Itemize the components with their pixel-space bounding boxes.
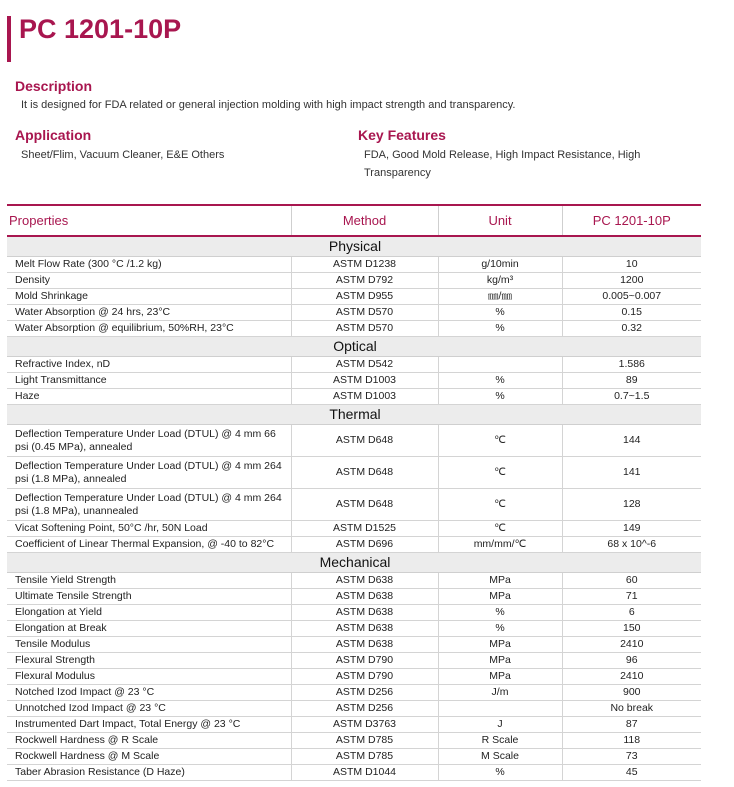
table-row bbox=[7, 305, 701, 321]
unit-cell: MPa bbox=[438, 573, 562, 589]
table-row bbox=[7, 257, 701, 273]
table-row bbox=[7, 537, 701, 553]
property-cell: Deflection Temperature Under Load (DTUL) @ 4 mm 264 psi (1.8 MPa), unannealed bbox=[7, 489, 291, 521]
method-cell: ASTM D1044 bbox=[291, 765, 438, 781]
unit-cell: M Scale bbox=[438, 749, 562, 765]
property-cell: Notched Izod Impact @ 23 °C bbox=[7, 685, 291, 701]
value-cell: 87 bbox=[562, 717, 701, 733]
table-row bbox=[7, 373, 701, 389]
table-row bbox=[7, 425, 701, 457]
property-cell: Elongation at Yield bbox=[7, 605, 291, 621]
property-cell: Tensile Yield Strength bbox=[7, 573, 291, 589]
value-cell: 1.586 bbox=[562, 357, 701, 373]
property-cell: Melt Flow Rate (300 °C /1.2 kg) bbox=[7, 257, 291, 273]
value-cell: 73 bbox=[562, 749, 701, 765]
table-row bbox=[7, 289, 701, 305]
unit-cell: J/m bbox=[438, 685, 562, 701]
method-cell: ASTM D792 bbox=[291, 273, 438, 289]
value-cell: 149 bbox=[562, 521, 701, 537]
unit-cell: ℃ bbox=[438, 425, 562, 457]
property-cell: Light Transmittance bbox=[7, 373, 291, 389]
method-cell: ASTM D256 bbox=[291, 701, 438, 717]
unit-cell: % bbox=[438, 621, 562, 637]
value-cell: 2410 bbox=[562, 637, 701, 653]
property-cell: Deflection Temperature Under Load (DTUL) @ 4 mm 264 psi (1.8 MPa), annealed bbox=[7, 457, 291, 489]
method-cell: ASTM D648 bbox=[291, 489, 438, 521]
method-cell: ASTM D638 bbox=[291, 573, 438, 589]
unit-cell: MPa bbox=[438, 653, 562, 669]
table-row bbox=[7, 573, 701, 589]
property-cell: Tensile Modulus bbox=[7, 637, 291, 653]
unit-cell: J bbox=[438, 717, 562, 733]
value-cell: 0.7~1.5 bbox=[562, 389, 701, 405]
unit-cell bbox=[438, 701, 562, 717]
unit-cell: MPa bbox=[438, 637, 562, 653]
method-cell: ASTM D790 bbox=[291, 653, 438, 669]
value-cell: 118 bbox=[562, 733, 701, 749]
table-row bbox=[7, 273, 701, 289]
method-cell: ASTM D790 bbox=[291, 669, 438, 685]
value-cell: 1200 bbox=[562, 273, 701, 289]
table-row bbox=[7, 589, 701, 605]
table-row bbox=[7, 749, 701, 765]
unit-cell: % bbox=[438, 373, 562, 389]
property-cell: Rockwell Hardness @ M Scale bbox=[7, 749, 291, 765]
group-label: Physical bbox=[7, 236, 701, 257]
table-row bbox=[7, 521, 701, 537]
method-cell: ASTM D955 bbox=[291, 289, 438, 305]
value-cell: 68 x 10^-6 bbox=[562, 537, 701, 553]
method-cell: ASTM D696 bbox=[291, 537, 438, 553]
table-row bbox=[7, 717, 701, 733]
group-label: Optical bbox=[7, 337, 701, 357]
property-cell: Taber Abrasion Resistance (D Haze) bbox=[7, 765, 291, 781]
table-row bbox=[7, 457, 701, 489]
value-cell: 6 bbox=[562, 605, 701, 621]
property-cell: Coefficient of Linear Thermal Expansion, @ -40 to 82°C bbox=[7, 537, 291, 553]
value-cell: 144 bbox=[562, 425, 701, 457]
unit-cell: ㎜/㎜ bbox=[438, 289, 562, 305]
value-cell: 2410 bbox=[562, 669, 701, 685]
property-cell: Elongation at Break bbox=[7, 621, 291, 637]
table-row bbox=[7, 389, 701, 405]
unit-cell: kg/m³ bbox=[438, 273, 562, 289]
property-cell: Water Absorption @ 24 hrs, 23°C bbox=[7, 305, 291, 321]
property-cell: Unnotched Izod Impact @ 23 °C bbox=[7, 701, 291, 717]
method-cell: ASTM D570 bbox=[291, 321, 438, 337]
header-unit: Unit bbox=[438, 205, 562, 236]
method-cell: ASTM D648 bbox=[291, 425, 438, 457]
properties-table-container bbox=[7, 204, 701, 781]
method-cell: ASTM D785 bbox=[291, 733, 438, 749]
method-cell: ASTM D638 bbox=[291, 605, 438, 621]
unit-cell: MPa bbox=[438, 669, 562, 685]
description-heading: Description bbox=[15, 78, 93, 94]
unit-cell bbox=[438, 357, 562, 373]
method-cell: ASTM D1003 bbox=[291, 389, 438, 405]
page-title: PC 1201-10P bbox=[19, 14, 182, 44]
unit-cell: % bbox=[438, 605, 562, 621]
application-heading: Application bbox=[15, 127, 92, 143]
table-row bbox=[7, 669, 701, 685]
value-cell: 0.005~0.007 bbox=[562, 289, 701, 305]
value-cell: 0.15 bbox=[562, 305, 701, 321]
application-text: Sheet/Flim, Vacuum Cleaner, E&E Others bbox=[21, 149, 225, 161]
group-row-physical bbox=[7, 236, 701, 257]
property-cell: Refractive Index, nD bbox=[7, 357, 291, 373]
table-row bbox=[7, 701, 701, 717]
table-header-row bbox=[7, 205, 701, 236]
property-cell: Flexural Strength bbox=[7, 653, 291, 669]
group-row-optical bbox=[7, 337, 701, 357]
value-cell: 10 bbox=[562, 257, 701, 273]
method-cell: ASTM D542 bbox=[291, 357, 438, 373]
header-method: Method bbox=[291, 205, 438, 236]
table-row bbox=[7, 321, 701, 337]
unit-cell: ℃ bbox=[438, 521, 562, 537]
key-features-text: FDA, Good Mold Release, High Impact Resistance, High Transparency bbox=[364, 149, 641, 179]
table-row bbox=[7, 621, 701, 637]
property-cell: Deflection Temperature Under Load (DTUL) @ 4 mm 66 psi (0.45 MPa), annealed bbox=[7, 425, 291, 457]
unit-cell: ℃ bbox=[438, 457, 562, 489]
method-cell: ASTM D1003 bbox=[291, 373, 438, 389]
table-row bbox=[7, 653, 701, 669]
value-cell: No break bbox=[562, 701, 701, 717]
table-row bbox=[7, 489, 701, 521]
header-grade: PC 1201-10P bbox=[562, 205, 701, 236]
unit-cell: % bbox=[438, 765, 562, 781]
unit-cell: mm/mm/℃ bbox=[438, 537, 562, 553]
property-cell: Ultimate Tensile Strength bbox=[7, 589, 291, 605]
value-cell: 0.32 bbox=[562, 321, 701, 337]
property-cell: Rockwell Hardness @ R Scale bbox=[7, 733, 291, 749]
value-cell: 128 bbox=[562, 489, 701, 521]
method-cell: ASTM D638 bbox=[291, 621, 438, 637]
group-row-thermal bbox=[7, 405, 701, 425]
group-label: Thermal bbox=[7, 405, 701, 425]
description-text: It is designed for FDA related or general injection molding with high impact strength and transparency. bbox=[21, 99, 516, 111]
value-cell: 900 bbox=[562, 685, 701, 701]
table-body bbox=[7, 236, 701, 781]
method-cell: ASTM D570 bbox=[291, 305, 438, 321]
unit-cell: ℃ bbox=[438, 489, 562, 521]
property-cell: Flexural Modulus bbox=[7, 669, 291, 685]
group-row-mechanical bbox=[7, 553, 701, 573]
unit-cell: % bbox=[438, 305, 562, 321]
property-cell: Density bbox=[7, 273, 291, 289]
title-accent-bar bbox=[7, 16, 11, 62]
header-properties: Properties bbox=[7, 205, 291, 236]
value-cell: 71 bbox=[562, 589, 701, 605]
value-cell: 150 bbox=[562, 621, 701, 637]
unit-cell: R Scale bbox=[438, 733, 562, 749]
group-label: Mechanical bbox=[7, 553, 701, 573]
property-cell: Mold Shrinkage bbox=[7, 289, 291, 305]
value-cell: 45 bbox=[562, 765, 701, 781]
value-cell: 60 bbox=[562, 573, 701, 589]
property-cell: Instrumented Dart Impact, Total Energy @ 23 °C bbox=[7, 717, 291, 733]
unit-cell: % bbox=[438, 321, 562, 337]
property-cell: Haze bbox=[7, 389, 291, 405]
value-cell: 89 bbox=[562, 373, 701, 389]
table-row bbox=[7, 733, 701, 749]
table-row bbox=[7, 605, 701, 621]
method-cell: ASTM D1525 bbox=[291, 521, 438, 537]
value-cell: 141 bbox=[562, 457, 701, 489]
method-cell: ASTM D3763 bbox=[291, 717, 438, 733]
method-cell: ASTM D638 bbox=[291, 637, 438, 653]
unit-cell: MPa bbox=[438, 589, 562, 605]
unit-cell: g/10min bbox=[438, 257, 562, 273]
method-cell: ASTM D256 bbox=[291, 685, 438, 701]
method-cell: ASTM D638 bbox=[291, 589, 438, 605]
key-features-heading: Key Features bbox=[358, 127, 446, 143]
value-cell: 96 bbox=[562, 653, 701, 669]
method-cell: ASTM D785 bbox=[291, 749, 438, 765]
property-cell: Water Absorption @ equilibrium, 50%RH, 23°C bbox=[7, 321, 291, 337]
properties-table bbox=[7, 204, 701, 781]
table-row bbox=[7, 357, 701, 373]
property-cell: Vicat Softening Point, 50°C /hr, 50N Load bbox=[7, 521, 291, 537]
method-cell: ASTM D648 bbox=[291, 457, 438, 489]
unit-cell: % bbox=[438, 389, 562, 405]
table-row bbox=[7, 637, 701, 653]
table-row bbox=[7, 685, 701, 701]
table-row bbox=[7, 765, 701, 781]
method-cell: ASTM D1238 bbox=[291, 257, 438, 273]
